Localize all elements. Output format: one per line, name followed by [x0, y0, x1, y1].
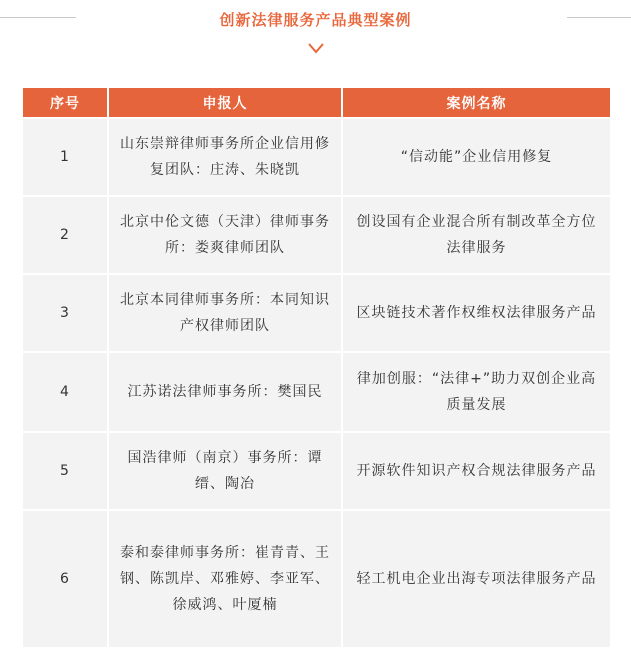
- cell-number: 2: [23, 197, 107, 273]
- table-row: [23, 119, 610, 195]
- cell-number: 5: [23, 433, 107, 509]
- cell-number: 1: [23, 119, 107, 195]
- cell-applicant: 国浩律师（南京）事务所：谭缙、陶冶: [109, 433, 341, 509]
- table-row: [23, 353, 610, 431]
- table-row: [23, 275, 610, 351]
- cell-case-name: 区块链技术著作权维权法律服务产品: [343, 275, 610, 351]
- cell-applicant: 北京中伦文德（天津）律师事务所：娄爽律师团队: [109, 197, 341, 273]
- table-row: [23, 197, 610, 273]
- cell-case-name: “信动能”企业信用修复: [343, 119, 610, 195]
- cell-number: 4: [23, 353, 107, 431]
- table-row: [23, 433, 610, 509]
- section-header: [0, 0, 631, 70]
- column-header-applicant: 申报人: [109, 88, 341, 117]
- cell-applicant: 江苏诺法律师事务所：樊国民: [109, 353, 341, 431]
- header-divider-right: [567, 17, 631, 18]
- section-title: 创新法律服务产品典型案例: [219, 11, 412, 29]
- chevron-down-icon: [308, 42, 324, 54]
- cell-number: 6: [23, 511, 107, 647]
- cell-applicant: 北京本同律师事务所：本同知识产权律师团队: [109, 275, 341, 351]
- cell-applicant: 泰和泰律师事务所：崔青青、王钢、陈凯岸、邓雅婷、李亚军、徐威鸿、叶厦楠: [109, 511, 341, 647]
- cell-case-name: 律加创服：“法律+”助力双创企业高质量发展: [343, 353, 610, 431]
- cell-case-name: 轻工机电企业出海专项法律服务产品: [343, 511, 610, 647]
- cell-applicant: 山东崇辩律师事务所企业信用修复团队：庄涛、朱晓凯: [109, 119, 341, 195]
- table-header-row: [23, 88, 610, 117]
- cell-case-name: 开源软件知识产权合规法律服务产品: [343, 433, 610, 509]
- cell-case-name: 创设国有企业混合所有制改革全方位法律服务: [343, 197, 610, 273]
- column-header-number: 序号: [23, 88, 107, 117]
- column-header-case-name: 案例名称: [343, 88, 610, 117]
- cell-number: 3: [23, 275, 107, 351]
- table-row: [23, 511, 610, 647]
- cases-table: [21, 86, 612, 649]
